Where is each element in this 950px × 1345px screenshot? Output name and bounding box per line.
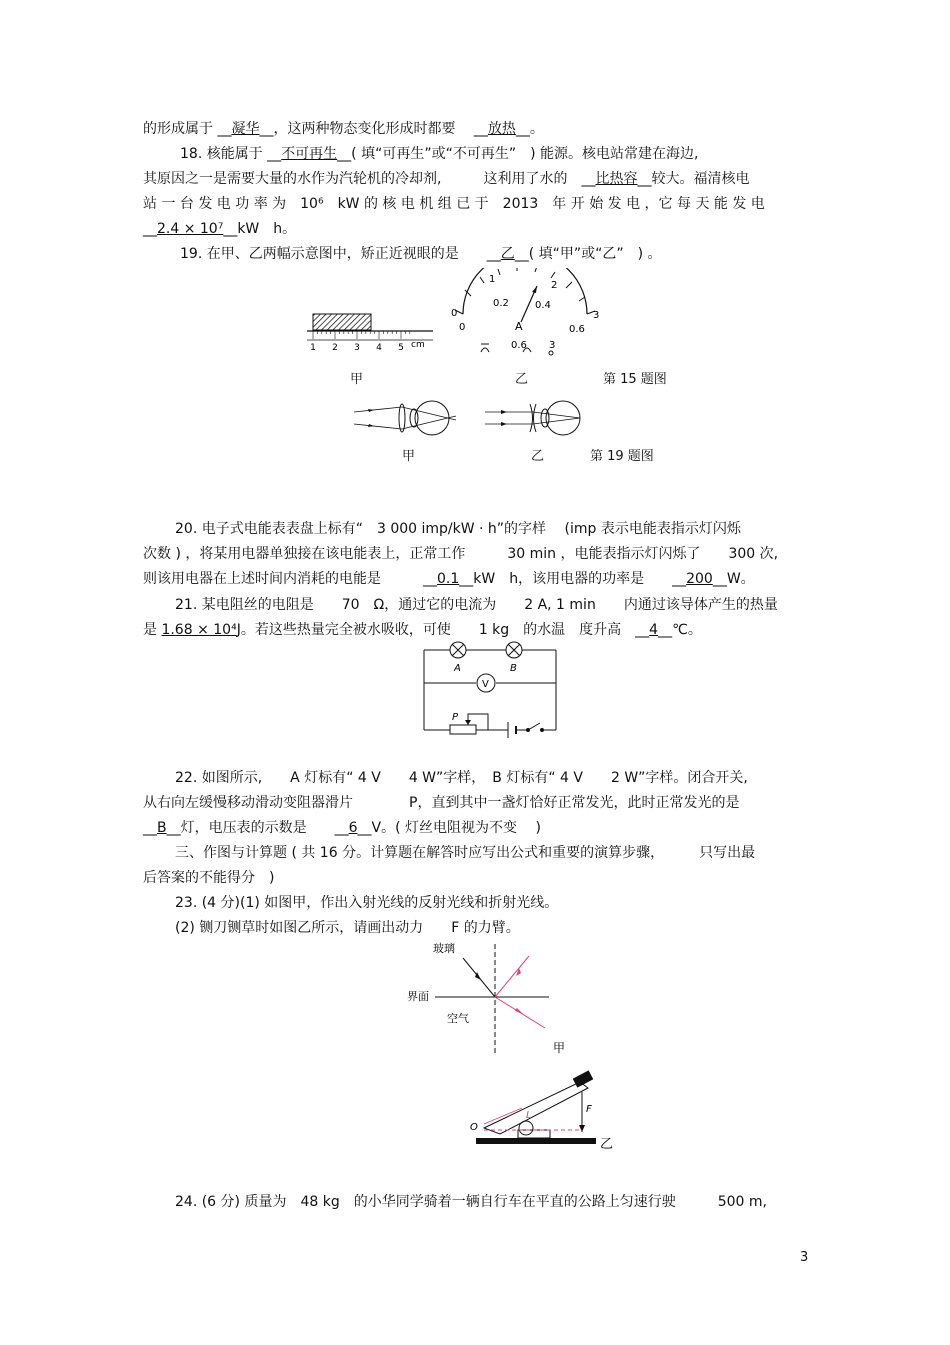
q19-line: 19. 在甲、乙两幅示意图中，矫正近视眼的是 __乙__( 填“甲”或“乙” ) 。: [180, 246, 662, 262]
fig15-ammeter: [445, 268, 605, 360]
ammeter-inner-02: 0.2: [493, 298, 509, 309]
base-plate: [476, 1138, 596, 1144]
ammeter-inner-0: 0: [459, 322, 466, 333]
q22-line-1: 22. 如图所示, A 灯标有“ 4 V 4 W”字样， B 灯标有“ 4 V 2 W”字样。闭合开关,: [175, 770, 748, 786]
ruler-tick-1: 1: [310, 343, 316, 353]
q21-line-1: 21. 某电阻丝的电阻是 70 Ω，通过它的电流为 2 A, 1 min 内通过该导体产生的热量: [175, 597, 778, 613]
ammeter-outer-1: 1: [489, 274, 496, 285]
q23-line-2: (2) 铡刀铡草时如图乙所示，请画出动力 F 的力臂。: [175, 920, 520, 936]
fig23-jia-refraction: [405, 938, 595, 1058]
answer-q20-2: 200: [686, 571, 713, 587]
ammeter-terminal-06: 0.6: [511, 340, 527, 351]
answer-q17-1: 凝华: [231, 121, 260, 137]
q22-line-2: 从右向左缓慢移动滑动变阻器滑片 P，直到其中一盏灯恰好正常发光，此时正常发光的是: [143, 795, 740, 811]
correction-lens: [399, 404, 405, 432]
fig15-label-jia: 甲: [350, 372, 364, 387]
lamp-a-icon: [450, 642, 466, 658]
lamp-a-label: A: [454, 663, 461, 674]
q22-line-3: __B__灯，电压表的示数是 __6__V。( 灯丝电阻视为不变 ): [143, 820, 541, 836]
answer-q20-1: 0.1: [437, 571, 460, 587]
fig19-label-jia: 甲: [402, 449, 416, 464]
fig19-eye-jia: [352, 398, 462, 438]
battery-icon: [508, 722, 516, 738]
q21-line-2: 是 1.68 × 10⁴J。若这些热量完全被水吸收，可使 1 kg 的水温 度升高 __4__℃。: [143, 622, 702, 638]
fig15-ruler: [305, 312, 435, 354]
ammeter-terminal-3: 3: [549, 340, 556, 351]
answer-q22-1: B: [157, 820, 167, 836]
lamp-b-label: B: [510, 663, 517, 674]
q18-line-4: __2.4 × 10⁷__kW h。: [143, 221, 297, 237]
interface-label: 界面: [407, 990, 429, 1003]
q17-tail-line: 的形成属于 __凝华__，这两种物态变化形成时都要 __放热__。: [143, 121, 544, 137]
q23-line-1: 23. (4 分)(1) 如图甲，作出入射光线的反射光线和折射光线。: [175, 895, 559, 911]
fig19-label-yi: 乙: [531, 449, 545, 464]
eyeball: [546, 401, 580, 435]
glass-label: 玻璃: [433, 942, 455, 955]
answer-q18-2: 比热容: [595, 171, 638, 187]
answer-q21-2: 4: [649, 622, 659, 638]
section3-line-2: 后答案的不能得分 ): [143, 870, 275, 886]
ammeter-inner-06: 0.6: [569, 324, 585, 335]
blade: [484, 1082, 588, 1134]
answer-q21-1: 1.68 × 10⁴: [161, 622, 237, 638]
ruler-tick-4: 4: [376, 343, 382, 353]
q24-line-1: 24. (6 分) 质量为 48 kg 的小华同学骑着一辆自行车在平直的公路上匀速行驶 500 m,: [175, 1194, 767, 1210]
section3-line-1: 三、作图与计算题 ( 共 16 分。计算题在解答时应写出公式和重要的演算步骤， 只写出最: [175, 845, 756, 861]
correction-lens: [530, 404, 536, 432]
ammeter-scale-arc: [463, 268, 587, 314]
ruler-tick-5: 5: [398, 343, 404, 353]
reflected-ray: [495, 956, 529, 997]
q18-line-1: 18. 核能属于 __不可再生__( 填“可再生”或“不可再生” ) 能源。核电站常建在海边,: [180, 146, 699, 162]
ruler-tick-2: 2: [332, 343, 338, 353]
voltmeter-label: V: [482, 679, 489, 690]
lamp-b-icon: [506, 642, 522, 658]
ammeter-outer-3: 3: [593, 310, 600, 321]
ammeter-unit: A: [515, 320, 523, 333]
answer-q22-2: 6: [348, 820, 358, 836]
fig15-label-yi: 乙: [515, 372, 529, 387]
ammeter-inner-04: 0.4: [535, 300, 551, 311]
lever-arm-label: L: [526, 1110, 532, 1121]
rheostat-icon: [450, 725, 476, 734]
q20-line-1: 20. 电子式电能表表盘上标有“ 3 000 imp/kW · h”的字样 (imp 表示电能表指示灯闪烁: [175, 521, 741, 537]
ammeter-outer-2: 2: [551, 280, 558, 291]
fig23-label-jia: 甲: [553, 1041, 566, 1055]
fig22-circuit: [420, 640, 560, 740]
q18-line-2: 其原因之一是需要大量的水作为汽轮机的冷却剂, 这利用了水的 __比热容__较大。福清核电: [143, 171, 750, 187]
answer-q18-3: 2.4 × 10⁷: [157, 221, 224, 237]
ruler-tick-3: 3: [354, 343, 360, 353]
page-number: 3: [800, 1250, 809, 1265]
force-label: F: [586, 1104, 592, 1115]
air-label: 空气: [447, 1012, 469, 1025]
answer-q17-2: 放热: [487, 121, 516, 137]
ammeter-outer-0: 0: [451, 308, 458, 319]
eyeball: [415, 401, 449, 435]
q20-line-3: 则该用电器在上述时间内消耗的电能是 __0.1__kW h，该用电器的功率是 __200__W。: [143, 571, 755, 587]
fig15-caption: 第 15 题图: [603, 372, 667, 387]
fig19-eye-yi: [483, 398, 593, 438]
fig19-caption: 第 19 题图: [590, 449, 654, 464]
switch-icon: [527, 723, 544, 732]
slider-label: P: [452, 712, 459, 723]
fig23-yi-lever: [470, 1068, 615, 1150]
pivot-label: O: [470, 1122, 478, 1133]
ruler-unit: cm: [411, 340, 425, 350]
ruler-object-block: [313, 314, 371, 330]
answer-q18-1: 不可再生: [281, 146, 338, 162]
q20-line-2: 次数 ) ，将某用电器单独接在该电能表上，正常工作 30 min ，电能表指示灯闪烁了 300 次,: [143, 546, 779, 562]
answer-q19: 乙: [500, 246, 515, 262]
fig23-label-yi: 乙: [600, 1137, 614, 1150]
q18-line-3: 站 一 台 发 电 功 率 为 10⁶ kW 的 核 电 机 组 已 于 2013 年 开 始 发 电 ，它 每 天 能 发 电: [143, 196, 765, 212]
